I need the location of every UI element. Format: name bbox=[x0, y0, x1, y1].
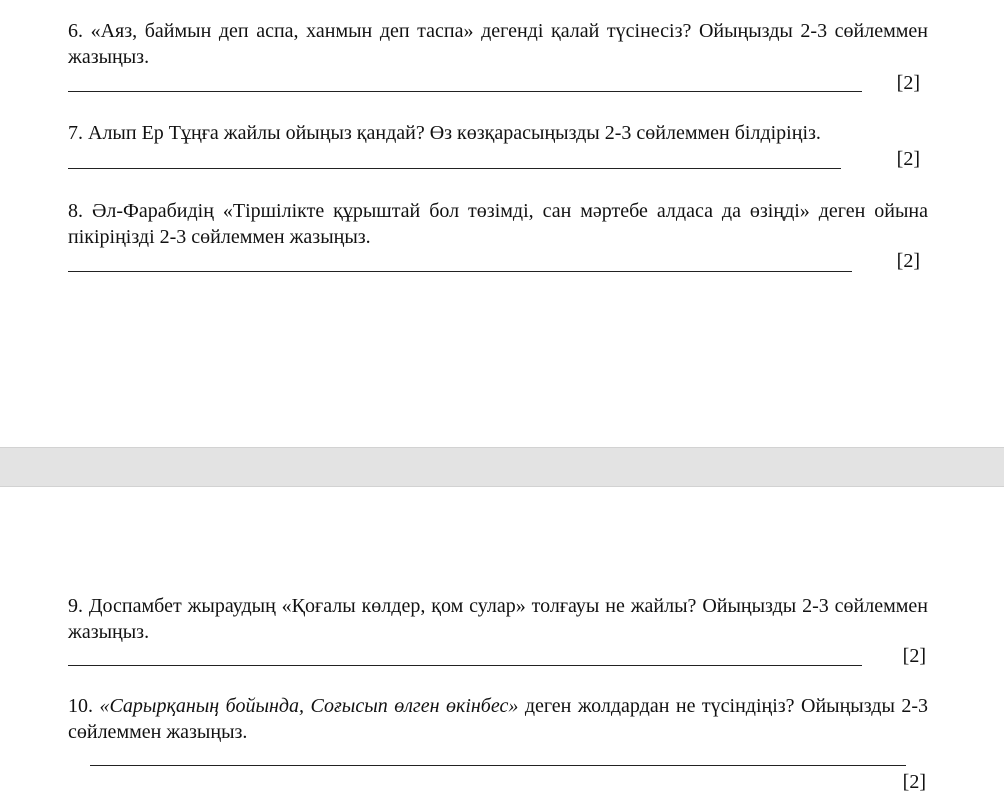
question-6 bbox=[68, 18, 928, 70]
question-text: деген жолдардан не түсіндіңіз? Ойыңызды 2-3 сөйлеммен жазыңыз. bbox=[68, 695, 928, 743]
marks-label: [2] bbox=[896, 148, 920, 170]
page-separator bbox=[0, 447, 1004, 487]
question-8 bbox=[68, 198, 928, 250]
worksheet-page-2 bbox=[0, 487, 1004, 793]
marks-label: [2] bbox=[896, 72, 920, 94]
answer-line[interactable] bbox=[68, 665, 862, 666]
answer-line[interactable] bbox=[68, 168, 841, 169]
question-number: 9. bbox=[68, 595, 83, 617]
marks-label: [2] bbox=[902, 645, 926, 667]
question-number: 6. bbox=[68, 20, 83, 42]
answer-line[interactable] bbox=[90, 765, 906, 766]
marks-label: [2] bbox=[896, 250, 920, 272]
question-text: «Аяз, баймын деп аспа, ханмын деп таспа» дегенді қалай түсінесіз? Ойыңызды 2-3 сөйлемм​ен жазыңыз. bbox=[68, 20, 928, 68]
marks-label: [2] bbox=[902, 771, 926, 793]
question-text: Алып Ер Тұңға жайлы ойыңыз қандай? Өз көзқарасыңызды 2-3 сөйлеммен білдіріңіз. bbox=[88, 122, 821, 144]
question-number: 8. bbox=[68, 200, 83, 222]
question-text: Доспамбет жыраудың «Қоғалы көлдер, қом сулар» толғауы не жайлы? Ойыңызды 2-3 сөйлеммен жазыңыз. bbox=[68, 595, 929, 643]
question-text: Әл-Фарабидің «Тіршілікте құрыштай бол төзімді, сан мәртебе алдаса да өзіңді» деген ойына пікіріңізді 2-3 сөйлеммен жазыңыз. bbox=[68, 200, 928, 248]
answer-line[interactable] bbox=[68, 91, 862, 92]
question-number: 7. bbox=[68, 122, 83, 144]
question-9 bbox=[68, 593, 928, 645]
question-number: 10. bbox=[68, 695, 93, 717]
quoted-lines: «Сарырқаның бойында, Соғысып өлген өкінбес» bbox=[99, 695, 519, 717]
question-7 bbox=[68, 120, 928, 146]
answer-line[interactable] bbox=[68, 271, 852, 272]
question-10 bbox=[68, 693, 928, 745]
